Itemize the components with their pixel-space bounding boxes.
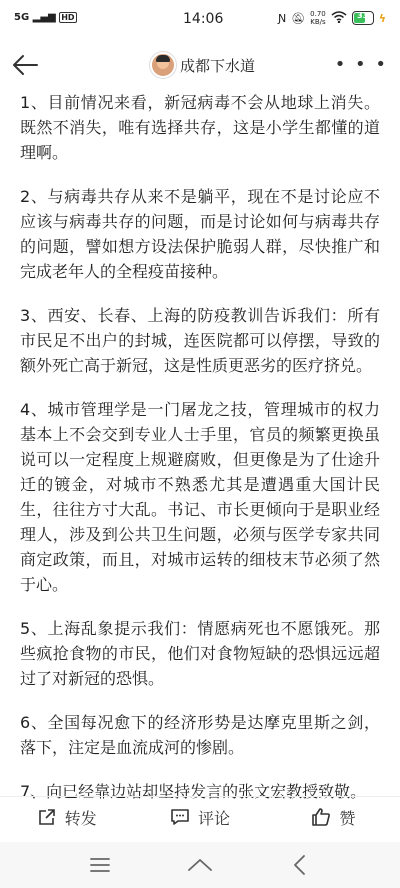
status-bar xyxy=(0,0,400,40)
network-speed: 0.70 KB/s xyxy=(310,10,326,26)
comment-icon xyxy=(170,807,190,827)
back-button[interactable] xyxy=(10,50,40,80)
thumbs-up-icon xyxy=(311,807,331,827)
signal-bars-icon: ▂▄▆ xyxy=(32,12,56,23)
comment-button[interactable] xyxy=(133,797,266,837)
mute-icon: 🔕︎ xyxy=(291,11,306,25)
paragraph: 2、与病毒共存从来不是躺平，现在不是讨论应不应该与病毒共存的问题，而是讨论如何与病毒共存的问题，譬如想方设法保护脆弱人群，尽快推广和完成老年人的全程疫苗接种。 xyxy=(20,187,380,281)
arrow-left-icon xyxy=(10,50,40,80)
menu-button[interactable] xyxy=(85,852,115,878)
paragraph: 1、目前情况来看，新冠病毒不会从地球上消失。既然不消失，唯有选择共存，这是小学生都懂的道理啊。 xyxy=(20,93,380,162)
paragraph: 5、上海乱象提示我们：情愿病死也不愿饿死。那些疯抢食物的市民，他们对食物短缺的恐惧远远超过了对新冠的恐惧。 xyxy=(20,619,380,688)
clock: 14:06 xyxy=(183,11,224,27)
comment-label: 评论 xyxy=(197,808,230,828)
battery-icon xyxy=(352,11,374,25)
action-bar xyxy=(0,796,400,837)
post-header xyxy=(0,44,400,88)
network-label: 5G xyxy=(14,12,30,23)
paragraph: 7、向已经靠边站却坚持发言的张文宏教授致敬。 xyxy=(20,782,367,801)
nfc-icon: Ɲ xyxy=(277,11,287,25)
repost-button[interactable] xyxy=(0,797,133,837)
wifi-icon xyxy=(331,11,347,26)
charging-icon: ϟ xyxy=(378,11,386,25)
avatar[interactable] xyxy=(150,52,176,78)
paragraph: 6、全国每况愈下的经济形势是达摩克里斯之剑，落下，注定是血流成河的惨剧。 xyxy=(20,713,380,757)
signal-indicator xyxy=(14,12,77,23)
like-label: 赞 xyxy=(339,808,356,828)
like-button[interactable] xyxy=(267,797,400,837)
system-back-button[interactable] xyxy=(285,852,315,878)
repost-label: 转发 xyxy=(64,808,97,828)
home-icon xyxy=(185,852,215,878)
menu-icon xyxy=(85,852,115,878)
author-name[interactable]: 成都下水道 xyxy=(180,57,256,75)
system-nav-bar xyxy=(0,842,400,888)
paragraph: 4、城市管理学是一门屠龙之技，管理城市的权力基本上不会交到专业人士手里，官员的频繁更换虽说可以一定程度上规避腐败，但更像是为了仕途升迁的镀金，对城市不熟悉尤其是遭遇重大国计民生，往往方寸大乱。书记、市长更倾向于是职业经理人，涉及到公共卫生问题，必须与医学专家共同商定政策，而且，对城市运转的细枝末节必须了然于心。 xyxy=(20,400,380,594)
more-menu-button[interactable]: • • • xyxy=(334,54,388,75)
home-button[interactable] xyxy=(185,852,215,878)
hd-badge: HD xyxy=(61,13,75,22)
share-icon xyxy=(37,807,57,827)
status-icons xyxy=(278,10,386,26)
battery-level: 33 xyxy=(357,11,369,20)
post-body xyxy=(20,90,380,823)
paragraph: 3、西安、长春、上海的防疫教训告诉我们：所有市民足不出户的封城，连医院都可以停摆，导致的额外死亡高于新冠，这是性质更恶劣的医疗挤兑。 xyxy=(20,306,380,375)
back-chevron-icon xyxy=(285,852,315,878)
